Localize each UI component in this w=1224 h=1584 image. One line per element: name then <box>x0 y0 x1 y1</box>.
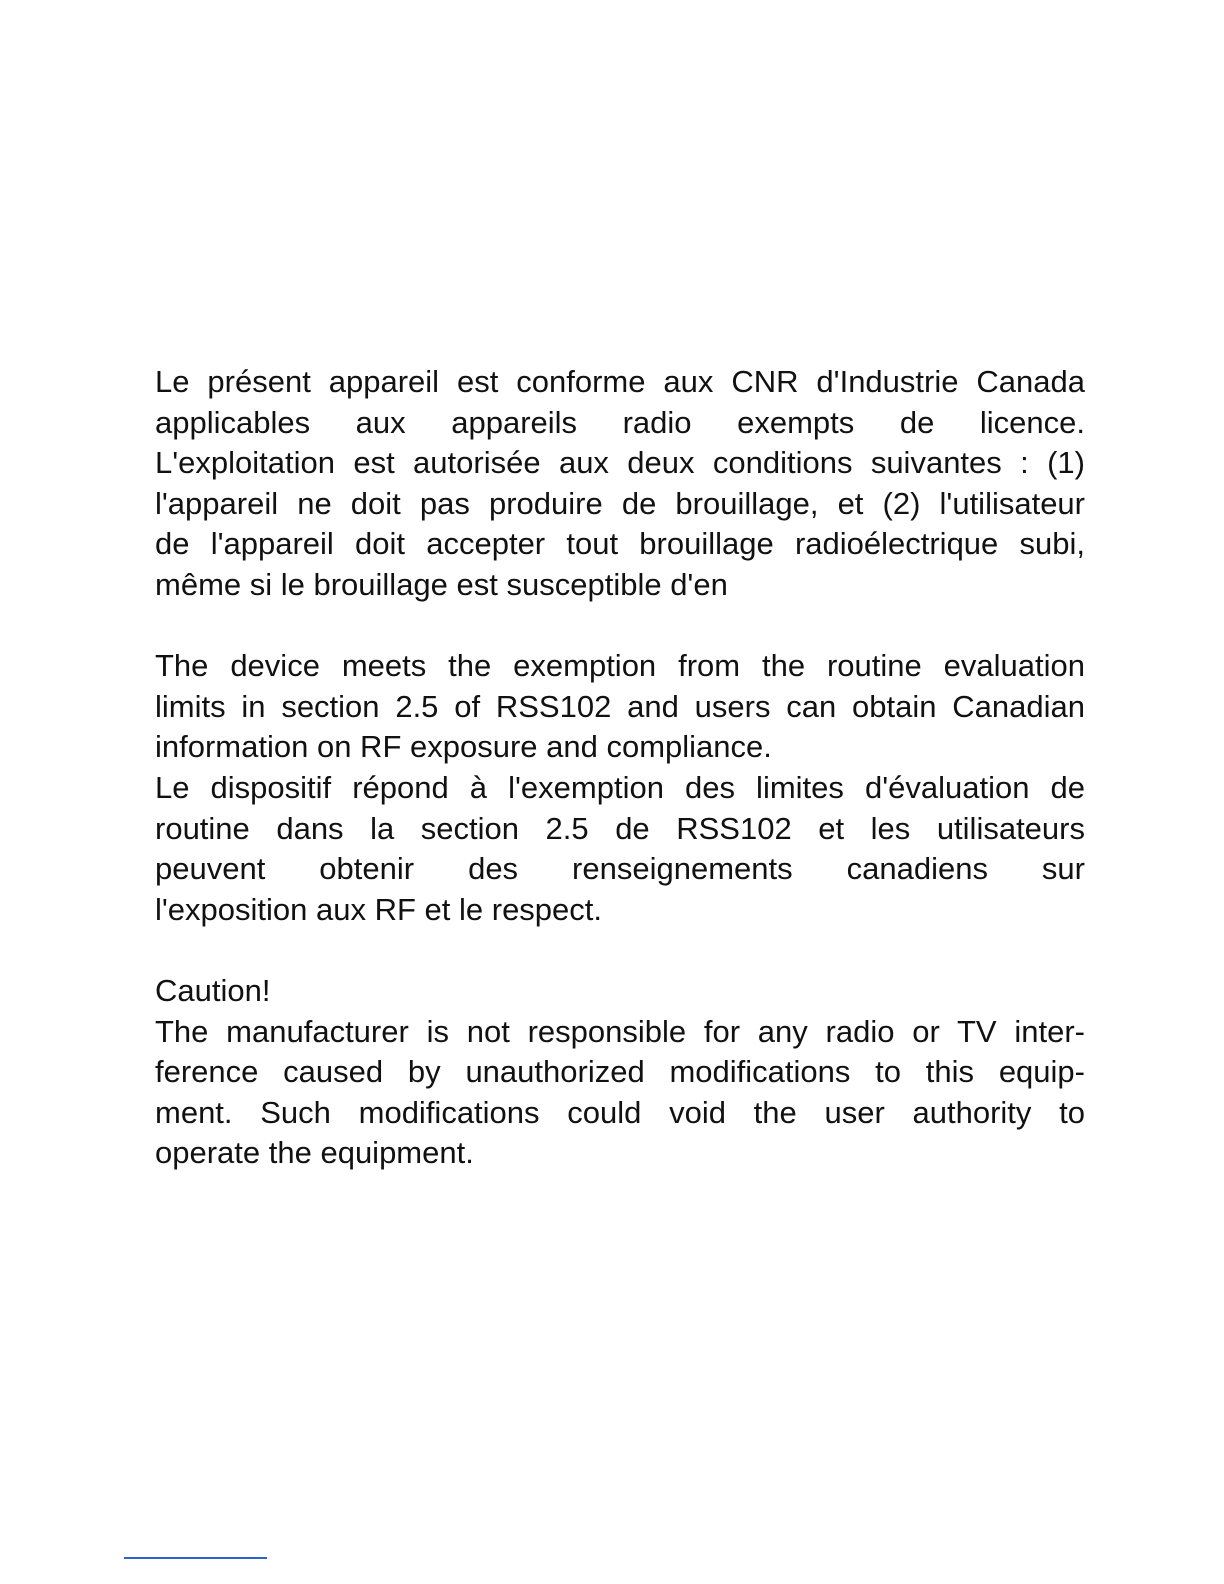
paragraph-gap <box>155 606 1085 647</box>
caution-heading: Caution! <box>155 972 271 1008</box>
document-body <box>155 362 1085 1174</box>
text-line: information on RF exposure and compliance. <box>155 729 772 765</box>
text-line: routine dans la section 2.5 de RSS102 et les utilisateurs <box>155 810 1085 846</box>
text-line: ment. Such modifications could void the user authority to <box>155 1094 1085 1130</box>
paragraph-fr-license <box>155 362 1085 606</box>
text-line: The device meets the exemption from the routine evaluation <box>155 648 1085 684</box>
text-line: l'appareil ne doit pas produire de brouillage, et (2) l'utilisateur <box>155 485 1085 521</box>
footer-rule <box>124 1557 267 1559</box>
text-line: ference caused by unauthorized modifications to this equip- <box>155 1054 1085 1090</box>
text-line: de l'appareil doit accepter tout brouillage radioélectrique subi, <box>155 526 1085 562</box>
paragraph-fr-rf <box>155 768 1085 930</box>
text-line: operate the equipment. <box>155 1135 474 1171</box>
text-line: même si le brouillage est susceptible d'en <box>155 566 728 602</box>
paragraph-gap <box>155 930 1085 971</box>
text-line: The manufacturer is not responsible for any radio or TV inter- <box>155 1013 1085 1049</box>
text-line: limits in section 2.5 of RSS102 and users can obtain Canadian <box>155 688 1085 724</box>
text-line: applicables aux appareils radio exempts de licence. <box>155 404 1085 440</box>
text-line: Le dispositif répond à l'exemption des limites d'évaluation de <box>155 769 1085 805</box>
text-line: Le présent appareil est conforme aux CNR d'Industrie Canada <box>155 364 1085 399</box>
paragraph-caution <box>155 1012 1085 1174</box>
paragraph-en-rf <box>155 646 1085 768</box>
text-line: l'exposition aux RF et le respect. <box>155 891 603 927</box>
text-line: peuvent obtenir des renseignements canadiens sur <box>155 851 1085 887</box>
text-line: L'exploitation est autorisée aux deux conditions suivantes : (1) <box>155 445 1085 481</box>
